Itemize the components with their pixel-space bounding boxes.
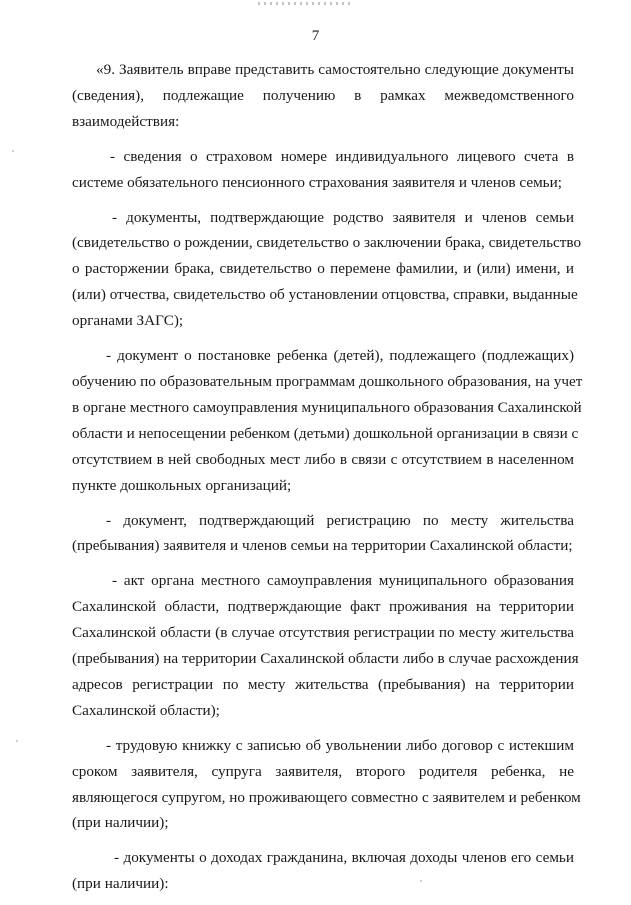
paragraph (72, 144, 574, 196)
text-line: (или) отчества, свидетельство об установлении отцовства, справки, выданные (72, 286, 578, 304)
text-line: - трудовую книжку с записью об увольнении либо договор с истекшим (106, 736, 574, 754)
text-line: Сахалинской области, подтверждающие факт проживания на территории (72, 598, 574, 616)
text-line: о расторжении брака, свидетельство о перемене фамилии, и (или) имени, и (72, 260, 574, 278)
scan-speck (16, 740, 18, 742)
text-line: взаимодействия: (72, 112, 180, 130)
text-line: - документы, подтверждающие родство заявителя и членов семьи (112, 208, 574, 226)
paragraph (72, 205, 582, 335)
paragraph (72, 508, 574, 560)
paragraph (72, 343, 583, 498)
text-line: отсутствием в ней свободных мест либо в связи с отсутствием в населенном (72, 450, 574, 468)
page-number: 7 (311, 28, 320, 44)
text-line: Сахалинской области (в случае отсутствия регистрации по месту жительства (72, 624, 574, 642)
scan-speck (12, 150, 14, 152)
paragraph (72, 845, 574, 897)
document-body (72, 57, 583, 897)
paragraph (72, 733, 581, 837)
text-line: - документы о доходах гражданина, включая доходы членов его семьи (114, 849, 574, 867)
text-line: (сведения), подлежащие получению в рамках межведомственного (72, 86, 574, 104)
text-line: «9. Заявитель вправе представить самостоятельно следующие документы (96, 61, 574, 78)
paragraph (72, 57, 574, 135)
text-line: области и непосещении ребенком (детьми) дошкольной организации в связи с (72, 424, 579, 442)
text-line: пункте дошкольных организаций; (72, 476, 292, 494)
text-line: Сахалинской области); (72, 701, 220, 719)
text-line: адресов регистрации по месту жительства (пребывания) на территории (72, 675, 574, 693)
text-line: системе обязательного пенсионного страхования заявителя и членов семьи; (72, 173, 562, 191)
text-line: (пребывания) на территории Сахалинской области либо в случае расхождения (72, 650, 579, 668)
paragraph (72, 568, 579, 723)
text-line: - акт органа местного самоуправления муниципального образования (112, 572, 574, 590)
scan-artifact (258, 2, 350, 5)
text-line: (при наличии); (72, 814, 169, 832)
text-line: являющегося супругом, но проживающего совместно с заявителем и ребенком (72, 788, 581, 806)
text-line: - документ о постановке ребенка (детей), подлежащего (подлежащих) (106, 347, 574, 365)
text-line: сроком заявителя, супруга заявителя, второго родителя ребенка, не (72, 762, 574, 780)
text-line: (свидетельство о рождении, свидетельство о заключении брака, свидетельство (72, 234, 582, 252)
text-line: обучению по образовательным программам дошкольного образования, на учет (72, 372, 583, 390)
text-line: - документ, подтверждающий регистрацию по месту жительства (106, 511, 574, 529)
text-line: - сведения о страховом номере индивидуального лицевого счета в (110, 147, 574, 165)
text-line: (пребывания) заявителя и членов семьи на территории Сахалинской области; (72, 537, 573, 555)
text-line: в органе местного самоуправления муниципального образования Сахалинской (72, 398, 582, 416)
text-line: органами ЗАГС); (72, 312, 184, 330)
text-line: (при наличии): (72, 875, 169, 893)
